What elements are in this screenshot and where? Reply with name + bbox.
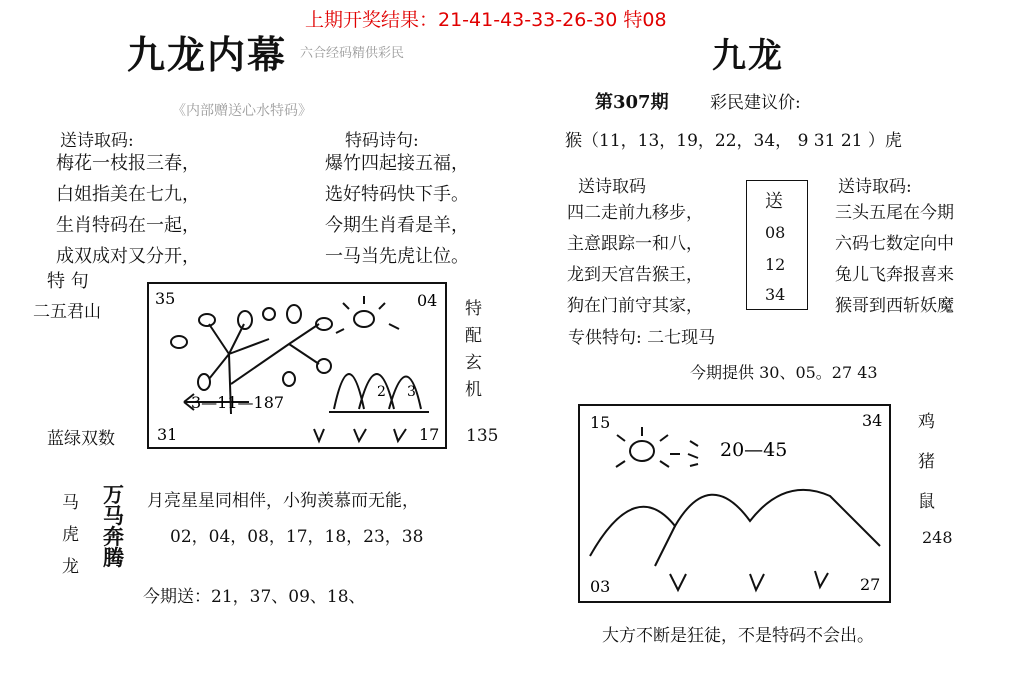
- poem-line: 成双成对又分开，: [56, 246, 200, 267]
- poem-line: 一马当先虎让位。: [325, 246, 469, 267]
- poem-line: 选好特码快下手。: [325, 184, 469, 205]
- drawing-number: 03: [590, 577, 611, 596]
- send-box-value: 12: [765, 255, 786, 274]
- poem-line: 生肖特码在一起，: [56, 215, 200, 236]
- right-zodiac-column: [918, 402, 935, 522]
- wanma-char: 万: [103, 482, 124, 507]
- zodiac-char: 猪: [918, 452, 935, 472]
- special-sentence: 专供特句: 二七现马: [568, 328, 716, 348]
- right-poem-a: [567, 198, 703, 322]
- te-pei-xuan-ji: [465, 296, 487, 404]
- left-numbers-line: 02，04，08，17，18，23，38: [170, 527, 424, 547]
- right-poem-b: [835, 198, 954, 322]
- poem-line: 主意跟踪一和八，: [567, 234, 703, 254]
- monkey-tiger-line: 猴（11，13，19，22，34， 9 31 21 ）虎: [565, 131, 902, 151]
- inner-gift-note: 《内部赠送心水特码》: [172, 103, 312, 119]
- drawing-number: 27: [860, 575, 881, 594]
- vertical-char: 机: [465, 380, 482, 400]
- left-page-title: 九龙内幕: [127, 32, 288, 77]
- drawing-number: 3: [407, 384, 416, 400]
- poem-line: 龙到天宫告猴王，: [567, 265, 703, 285]
- suggest-label: 彩民建议价:: [710, 93, 801, 113]
- poem-line: 狗在门前守其家，: [567, 296, 703, 316]
- phrase-er-wu-jun-shan: 二五君山: [33, 302, 101, 322]
- poem-line: 爆竹四起接五福，: [325, 153, 469, 174]
- wanma-char: 奔: [103, 524, 124, 549]
- left-poem-a-header: 送诗取码:: [60, 131, 134, 151]
- wanma-char: 腾: [103, 545, 124, 570]
- right-poem-b-header: 送诗取码:: [838, 177, 912, 197]
- issue-number: 第307期: [595, 92, 669, 113]
- te-ju-label: 特 句: [47, 271, 89, 292]
- last-draw-result-banner: 上期开奖结果：21-41-43-33-26-30 特08: [305, 9, 667, 31]
- drawing-number: 15: [590, 413, 611, 432]
- drawing-number: 35: [155, 289, 176, 308]
- left-zodiac-column: [62, 487, 79, 583]
- zodiac-char: 鼠: [918, 492, 935, 512]
- vertical-char: 玄: [465, 353, 482, 373]
- left-side-number: 135: [466, 426, 499, 446]
- right-hand-drawing: [578, 404, 891, 603]
- drawing-number: 20—45: [720, 439, 788, 461]
- send-box-value: 34: [765, 285, 786, 304]
- right-page-title: 九龙: [712, 36, 784, 76]
- zodiac-char: 虎: [62, 525, 79, 545]
- provide-line: 今期提供 30、05。27 43: [690, 363, 878, 382]
- lan-lv-shuang-shu: 蓝绿双数: [47, 429, 115, 449]
- drawing-number: 3—11—187: [191, 393, 285, 412]
- wan-ma-ben-teng: [103, 484, 124, 568]
- drawing-number: 17: [419, 425, 440, 444]
- poem-line: 猴哥到西斩妖魔: [835, 296, 954, 316]
- left-poem-b: [325, 148, 469, 272]
- footer-line: 大方不断是狂徒，不是特码不会出。: [602, 626, 874, 646]
- poem-line: 六码七数定向中: [835, 234, 954, 254]
- send-box-value: 08: [765, 223, 786, 242]
- wanma-char: 马: [103, 503, 124, 528]
- poem-line: 白姐指美在七九，: [56, 184, 200, 205]
- drawing-number: 04: [417, 291, 438, 310]
- right-poem-a-header: 送诗取码: [578, 177, 646, 197]
- right-side-number: 248: [922, 528, 953, 547]
- moon-star-line: 月亮星星同相伴，小狗羡慕而无能，: [147, 491, 419, 511]
- drawing-number: 2: [377, 384, 386, 400]
- left-faint-subtitle: 六合经码精供彩民: [300, 46, 405, 61]
- zodiac-char: 马: [62, 493, 79, 513]
- send-box-label: 送: [765, 191, 783, 212]
- zodiac-char: 鸡: [918, 412, 935, 432]
- zodiac-char: 龙: [62, 557, 79, 577]
- left-hand-drawing: [147, 282, 447, 449]
- poem-line: 兔儿飞奔报喜来: [835, 265, 954, 285]
- left-poem-b-header: 特码诗句:: [345, 131, 419, 151]
- poem-line: 梅花一枝报三春，: [56, 153, 200, 174]
- drawing-number: 31: [157, 425, 178, 444]
- poem-line: 三头五尾在今期: [835, 203, 954, 223]
- left-send-line: 今期送：21，37、09、18、: [143, 587, 366, 607]
- poem-line: 今期生肖看是羊，: [325, 215, 469, 236]
- poem-line: 四二走前九移步，: [567, 203, 703, 223]
- vertical-char: 特: [465, 299, 482, 319]
- vertical-char: 配: [465, 326, 482, 346]
- drawing-number: 34: [862, 411, 883, 430]
- left-poem-a: [56, 148, 200, 272]
- send-box: [746, 180, 808, 310]
